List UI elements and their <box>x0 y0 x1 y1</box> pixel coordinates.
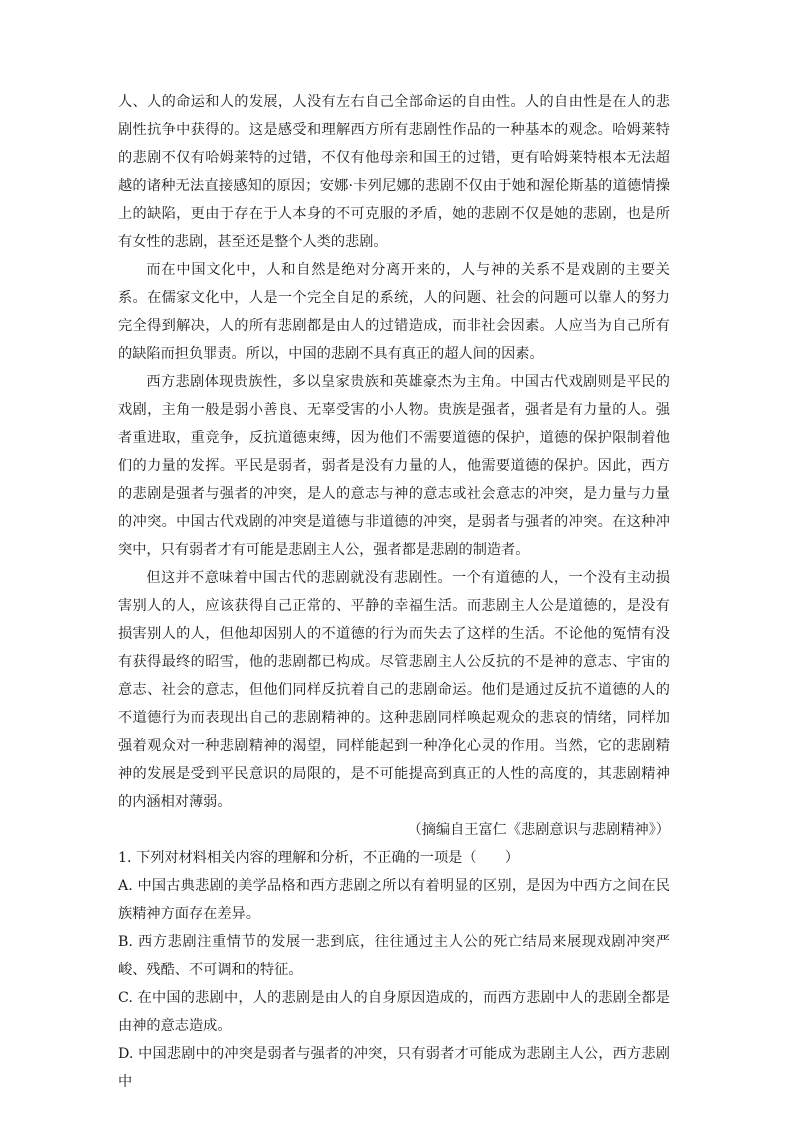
question-1-option-a: A. 中国古典悲剧的美学品格和西方悲剧之所以有着明显的区别，是因为中西方之间在民族精神方面存在差异。 <box>118 878 670 922</box>
question-1-stem: 1. 下列对材料相关内容的理解和分析，不正确的一项是（ ） <box>118 850 520 866</box>
source-citation: （摘编自王富仁《悲剧意识与悲剧精神》） <box>407 822 670 838</box>
passage-paragraph-4: 但这并不意味着中国古代的悲剧就没有悲剧性。一个有道德的人，一个没有主动损害别人的人，应该获得自己正常的、平静的幸福生活。而悲剧主人公是道德的，是没有损害别人的人，但他却因别人的不道德的行为而失去了这样的生活。不论他的冤情有没有获得最终的昭雪，他的悲剧都已构成。尽管悲剧主人公反抗的不是神的意志、宇宙的意志、社会的意志，但他们同样反抗着自己的悲剧命运。他们是通过反抗不道德的人的不道德行为而表现出自己的悲剧精神的。这种悲剧同样唤起观众的悲哀的情绪，同样加强着观众对一种悲剧精神的渴望，同样能起到一种净化心灵的作用。当然，它的悲剧精神的发展是受到平民意识的局限的，是不可能提高到真正的人性的高度的，其悲剧精神的内涵相对薄弱。 <box>118 570 670 810</box>
passage-paragraph-1: 人、人的命运和人的发展，人没有左右自己全部命运的自由性。人的自由性是在人的悲剧性抗争中获得的。这是感受和理解西方所有悲剧性作品的一种基本的观念。哈姆莱特的悲剧不仅有哈姆莱特的过错，不仅有他母亲和国王的过错，更有哈姆莱特根本无法超越的诸种无法直接感知的原因；安娜·卡列尼娜的悲剧不仅由于她和渥伦斯基的道德情操上的缺陷，更由于存在于人本身的不可克服的矛盾，她的悲剧不仅是她的悲剧，也是所有女性的悲剧，甚至还是整个人类的悲剧。 <box>118 94 670 250</box>
passage-paragraph-3: 西方悲剧体现贵族性，多以皇家贵族和英雄豪杰为主角。中国古代戏剧则是平民的戏剧，主角一般是弱小善良、无辜受害的小人物。贵族是强者，强者是有力量的人。强者重进取，重竞争，反抗道德束缚，因为他们不需要道德的保护，道德的保护限制着他们的力量的发挥。平民是弱者，弱者是没有力量的人，他需要道德的保护。因此，西方的悲剧是强者与强者的冲突，是人的意志与神的意志或社会意志的冲突，是力量与力量的冲突。中国古代戏剧的冲突是道德与非道德的冲突，是弱者与强者的冲突。在这种冲突中，只有弱者才有可能是悲剧主人公，强者都是悲剧的制造者。 <box>118 374 670 558</box>
question-1-option-b: B. 西方悲剧注重情节的发展一悲到底，往往通过主人公的死亡结局来展现戏剧冲突严峻、残酷、不可调和的特征。 <box>118 934 670 978</box>
passage-paragraph-2: 而在中国文化中，人和自然是绝对分离开来的，人与神的关系不是戏剧的主要关系。在儒家文化中，人是一个完全自足的系统，人的问题、社会的问题可以靠人的努力完全得到解决，人的所有悲剧都是由人的过错造成，而非社会因素。人应当为自己所有的缺陷而担负罪责。所以，中国的悲剧不具有真正的超人间的因素。 <box>118 262 670 362</box>
document-page <box>118 88 670 1096</box>
question-1-option-c: C. 在中国的悲剧中，人的悲剧是由人的自身原因造成的，而西方悲剧中人的悲剧全都是由神的意志造成。 <box>118 990 670 1034</box>
question-1-option-d: D. 中国悲剧中的冲突是弱者与强者的冲突，只有弱者才可能成为悲剧主人公，西方悲剧中 <box>118 1046 670 1090</box>
